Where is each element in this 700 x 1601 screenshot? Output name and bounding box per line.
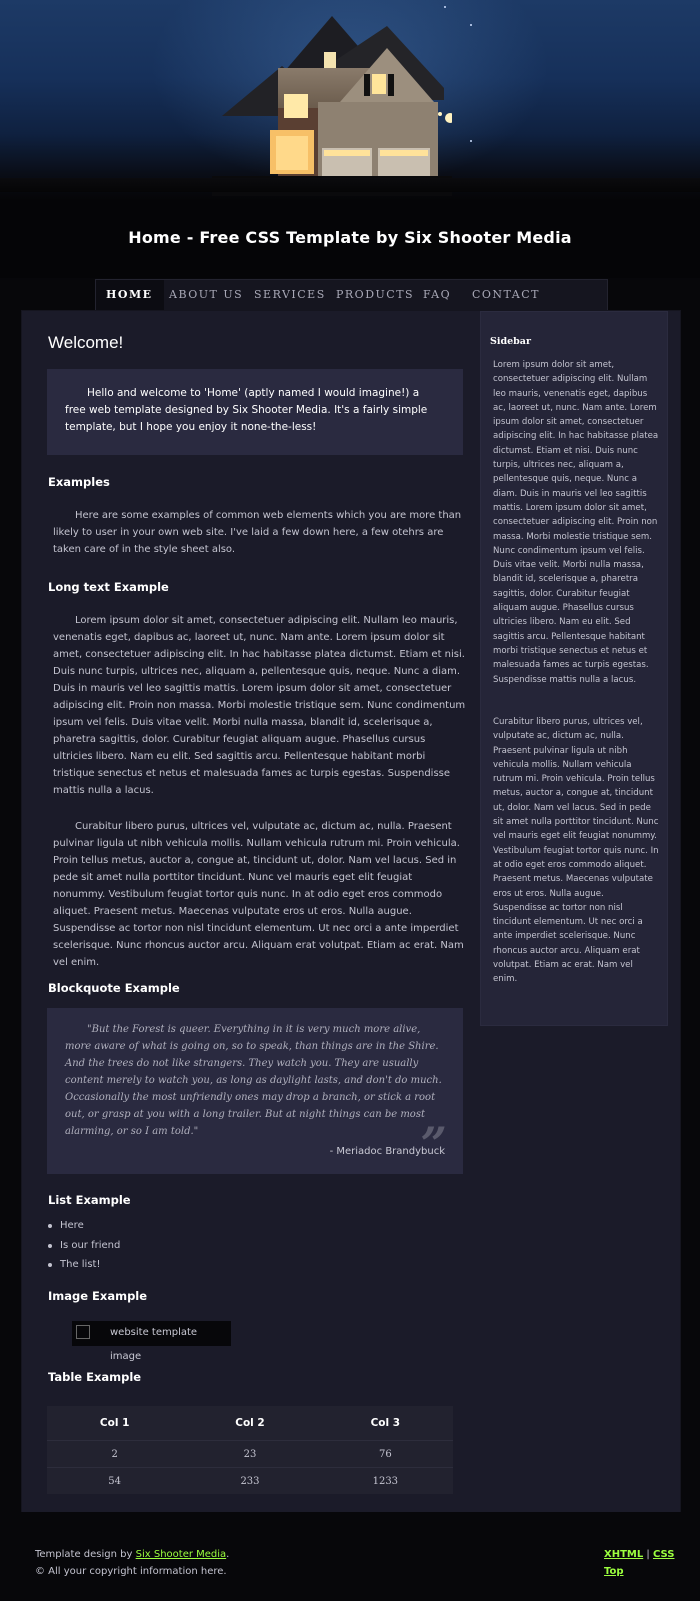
site-footer — [0, 1512, 700, 1601]
nav-item-about-us[interactable]: ABOUT US — [169, 288, 244, 301]
examples-text: Here are some examples of common web elements which you are more than likely to user in your own web site. I've laid a few down here, a few otehrs are taken care of in the style sheet also. — [53, 510, 462, 555]
sidebar-title: Sidebar — [490, 336, 531, 347]
table-row — [47, 1468, 453, 1495]
long-text-paragraph-2: Curabitur libero purus, ultrices vel, vulputate ac, dictum ac, nulla. Praesent pulvinar ligula ut nibh vehicula mollis. Nullam vehicula rutrum mi. Proin vehicula. Proin tellus metus, auctor a, congue at, tincidunt ut, dolor. Nam vel lacus. Sed in pede sit amet nulla porttitor tincidunt. Nunc vel mauris eget elit feugiat nonummy. Vestibulum feugiat tortor quis nunc. In at odio eget eros commodo aliquet. Praesent metus. Maecenas vulputate eros ut eros. Nulla augue. Suspendisse ac tortor non nisl tincidunt elementum. Ut nec orci a ante imperdiet scelerisque. Nunc rhoncus auctor arcu. Aliquam erat volutpat. Etiam ac erat. Nam vel enim. — [53, 821, 464, 968]
table-cell: 54 — [47, 1468, 182, 1495]
sidebar-paragraph-2: Curabitur libero purus, ultrices vel, vulputate ac, dictum ac, nulla. Praesent pulvinar ligula ut nibh vehicula mollis. Nullam vehicula rutrum mi. Proin vehicula. Proin tellus metus, auctor a, congue at, tincidunt ut, dolor. Nam vel lacus. Sed in pede sit amet nulla porttitor tincidunt. Nunc vel mauris eget elit feugiat nonummy. Vestibulum feugiat tortor quis nunc. In at odio eget eros commodo aliquet. Praesent metus. Maecenas vulputate eros ut eros. Nulla augue. Suspendisse ac tortor non nisl tincidunt elementum. Ut nec orci a ante imperdiet scelerisque. Nunc rhoncus auctor arcu. Aliquam erat volutpat. Etiam ac erat. Nam vel enim. — [493, 717, 659, 985]
examples-heading: Examples — [48, 475, 110, 489]
footer-links — [604, 1546, 674, 1580]
long-text-paragraph-1: Lorem ipsum dolor sit amet, consectetuer adipiscing elit. Nullam leo mauris, venenatis eget, dapibus ac, laoreet ut, nunc. Nam ante. Lorem ipsum dolor sit amet, consectetuer adipiscing elit. In hac habitasse platea dictumst. Etiam et nisi. Duis nunc turpis, ultrices nec, aliquam a, pellentesque quis, neque. Nunc a diam. Duis in mauris vel leo sagittis mattis. Lorem ipsum dolor sit amet, consectetuer adipiscing elit. Proin non massa. Morbi molestie tristique sem. Nunc condimentum ipsum vel felis. Duis vitae velit. Morbi nulla massa, blandit id, scelerisque a, pharetra sagittis, dolor. Curabitur feugiat aliquam augue. Phasellus cursus ultricies libero. Nam eu elit. Sed sagittis arcu. Pellentesque habitant morbi tristique senectus et netus et malesuada fames ac turpis egestas. Suspendisse mattis nulla a lacus. — [53, 615, 466, 796]
example-list — [60, 1216, 120, 1275]
footer-design-prefix: Template design by — [35, 1549, 133, 1560]
footer-design-suffix: . — [226, 1549, 230, 1560]
ground — [0, 178, 700, 192]
sidebar-paragraph-1: Lorem ipsum dolor sit amet, consectetuer adipiscing elit. Nullam leo mauris, venenatis eget, dapibus ac, laoreet ut, nunc. Nam ante. Lorem ipsum dolor sit amet, consectetuer adipiscing elit. In hac habitasse platea dictumst. Etiam et nisi. Duis nunc turpis, ultrices nec, aliquam a, pellentesque quis, neque. Nunc a diam. Duis in mauris vel leo sagittis mattis. Lorem ipsum dolor sit amet, consectetuer adipiscing elit. Proin non massa. Morbi molestie tristique sem. Nunc condimentum ipsum vel felis. Duis vitae velit. Morbi nulla massa, blandit id, scelerisque a, pharetra sagittis, dolor. Curabitur feugiat aliquam augue. Phasellus cursus ultricies libero. Nam eu elit. Sed sagittis arcu. Pellentesque habitant morbi tristique senectus et netus et malesuada fames ac turpis egestas. Suspendisse mattis nulla a lacus. — [493, 360, 659, 685]
blockquote-heading: Blockquote Example — [48, 981, 180, 995]
footer-credits — [35, 1546, 229, 1580]
table-cell: 23 — [182, 1441, 317, 1468]
star-icon — [470, 24, 472, 26]
sidebar — [480, 311, 668, 1026]
table-row — [47, 1441, 453, 1468]
site-title: Home - Free CSS Template by Six Shooter Media — [128, 228, 572, 247]
table-cell: 2 — [47, 1441, 182, 1468]
image-alt-text: website template image — [110, 1327, 198, 1362]
table-cell: 1233 — [318, 1468, 453, 1495]
xhtml-link[interactable]: XHTML — [604, 1549, 644, 1560]
table-heading: Table Example — [48, 1370, 142, 1384]
main-nav — [95, 279, 608, 311]
nav-item-home[interactable]: HOME — [96, 280, 164, 310]
quote-mark-icon: ” — [420, 1117, 447, 1171]
image-heading: Image Example — [48, 1289, 148, 1303]
table-header-cell: Col 1 — [99, 1417, 130, 1429]
table-cell: 76 — [318, 1441, 453, 1468]
table-header-row — [47, 1406, 453, 1441]
nav-item-services[interactable]: SERVICES — [254, 288, 326, 301]
example-table — [47, 1406, 453, 1494]
nav-item-contact[interactable]: CONTACT — [472, 288, 540, 301]
list-heading: List Example — [48, 1193, 131, 1207]
nav-item-faq[interactable]: FAQ — [423, 288, 452, 301]
example-image — [72, 1321, 231, 1362]
footer-separator: | — [646, 1549, 650, 1560]
blockquote-text: "But the Forest is queer. Everything in it is very much more alive, more aware of what is going on, so to speak, than things are in the Shire. And the trees do not like strangers. They watch you. They are usually content merely to watch you, as long as daylight lasts, and don't do much. Occasionally the most unfriendly ones may drop a branch, or stick a root out, or grasp at you with a long trailer. But at night things can be most alarming, or so I am told." — [65, 1024, 442, 1137]
footer-copyright: © All your copyright information here. — [35, 1566, 227, 1577]
table-header-cell: Col 2 — [235, 1417, 265, 1429]
list-item: The list! — [60, 1255, 120, 1275]
blockquote-author: - Meriadoc Brandybuck — [329, 1146, 445, 1157]
intro-text: Hello and welcome to 'Home' (aptly named I would imagine!) a free web template designed by Six Shooter Media. It's a fairly simple template, but I hope you enjoy it none-the-less! — [65, 387, 428, 433]
long-text-heading: Long text Example — [48, 580, 169, 594]
table-header-cell: Col 3 — [370, 1417, 401, 1429]
site-header — [0, 0, 700, 278]
intro-box — [47, 369, 463, 455]
star-icon — [470, 140, 472, 142]
top-link[interactable]: Top — [604, 1566, 624, 1577]
list-item: Here — [60, 1216, 120, 1236]
designer-link[interactable]: Six Shooter Media — [135, 1549, 227, 1560]
table-cell: 233 — [182, 1468, 317, 1495]
nav-item-products[interactable]: PRODUCTS — [336, 288, 415, 301]
page-title: Welcome! — [48, 333, 124, 352]
list-item: Is our friend — [60, 1236, 120, 1256]
css-link[interactable]: CSS — [652, 1549, 675, 1560]
content-container — [22, 311, 680, 1512]
blockquote — [47, 1008, 463, 1174]
broken-image-icon — [76, 1325, 90, 1339]
